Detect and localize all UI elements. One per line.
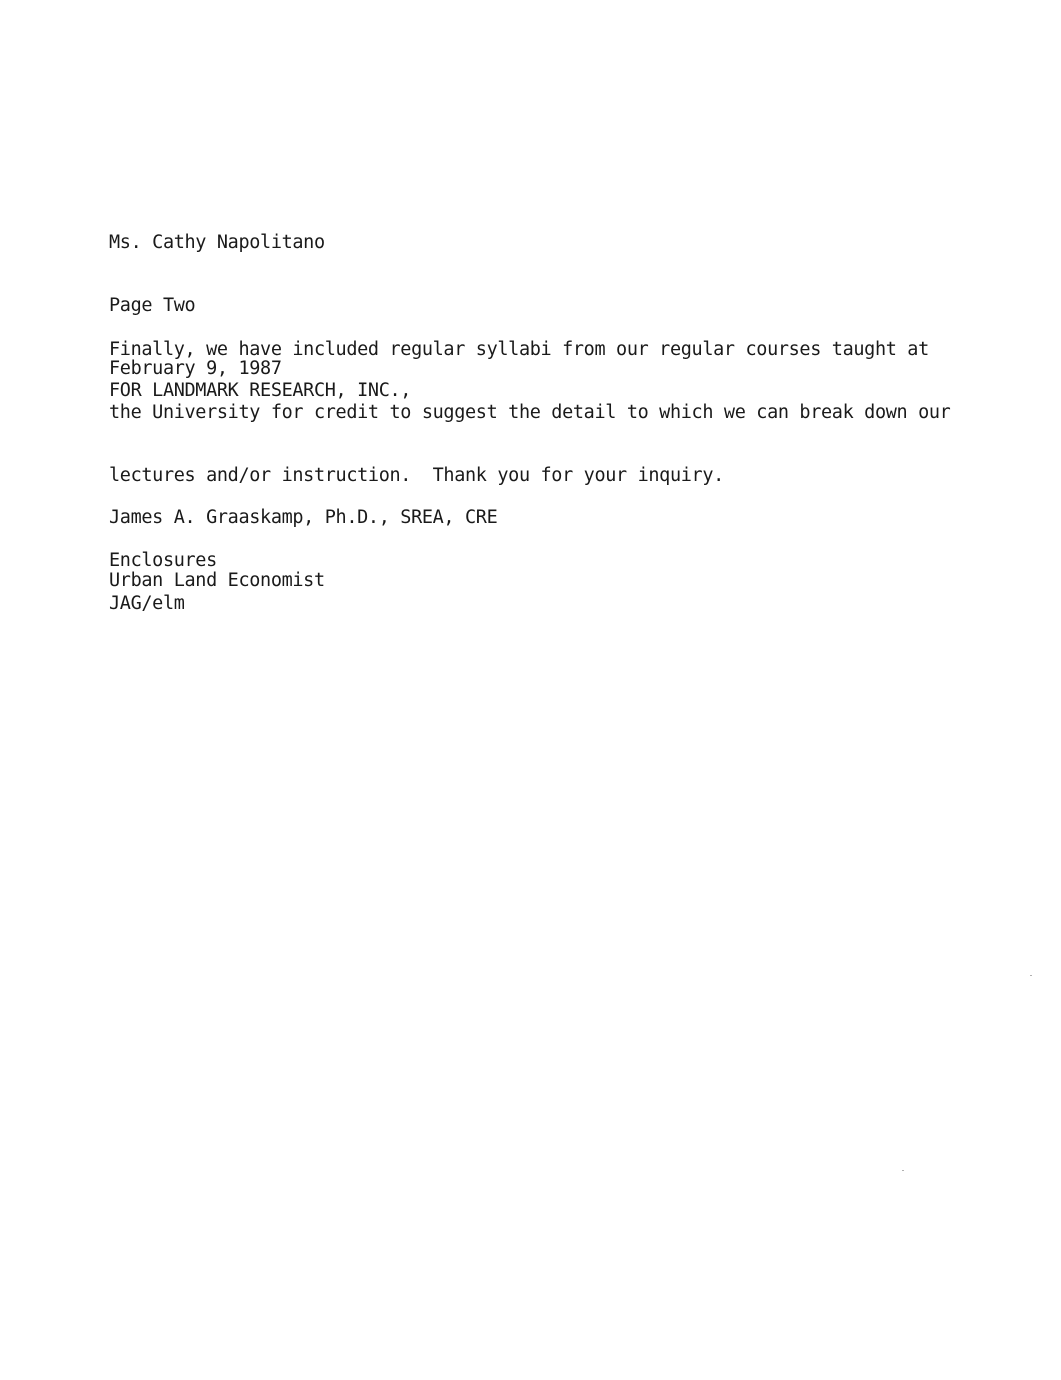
signer-name: James A. Graaskamp, Ph.D., SREA, CRE (109, 507, 498, 528)
page-number: Page Two (109, 295, 196, 316)
typist-initials: JAG/elm (109, 593, 185, 614)
letter-date: February 9, 1987 (109, 358, 282, 379)
enclosures-note: Enclosures (109, 550, 217, 571)
body-line-1: Finally, we have included regular syllabi from our regular courses taught at (109, 339, 929, 360)
scan-speck (902, 1170, 904, 1171)
body-line-2: the University for credit to suggest the detail to which we can break down our (109, 402, 951, 423)
recipient-name: Ms. Cathy Napolitano (109, 232, 325, 253)
closing-line: FOR LANDMARK RESEARCH, INC., (109, 380, 412, 401)
body-line-3: lectures and/or instruction. Thank you for your inquiry. (109, 465, 724, 486)
scan-speck (1030, 975, 1032, 976)
signer-title: Urban Land Economist (109, 570, 325, 591)
